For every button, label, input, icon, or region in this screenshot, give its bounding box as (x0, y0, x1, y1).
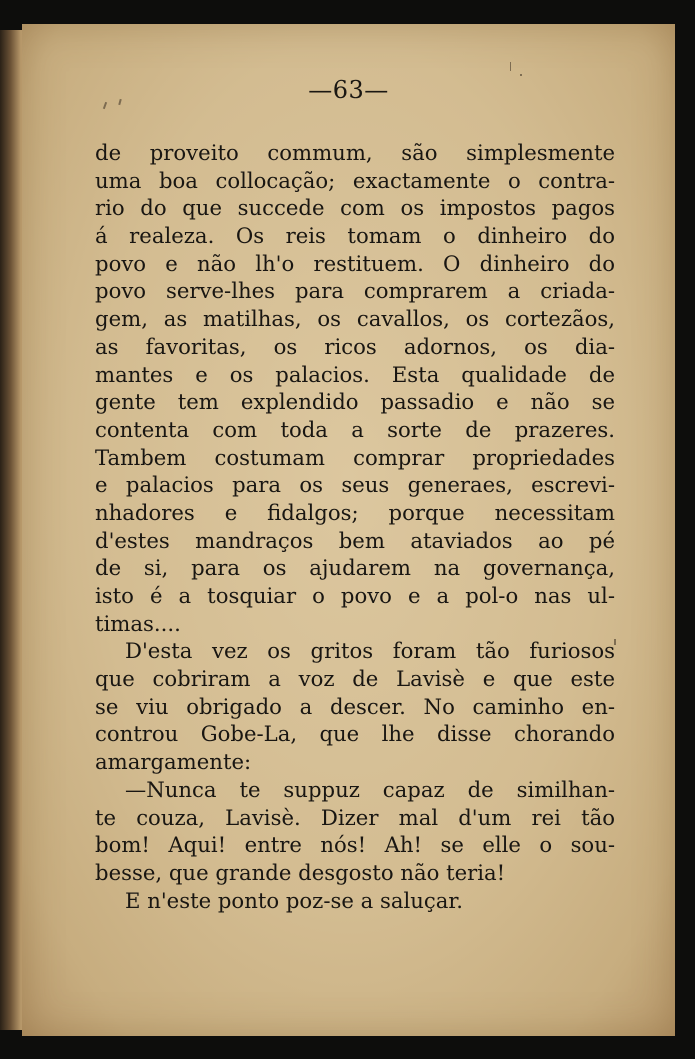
text-line: gem, as matilhas, os cavallos, os cortezãos, (95, 306, 615, 332)
page-number: —63— (308, 76, 389, 104)
text-line: besse, que grande desgosto não teria! (95, 859, 506, 885)
text-line: controu Gobe-La, que lhe disse chorando (95, 721, 615, 747)
text-line: povo e não lh'o restituem. O dinheiro do (95, 250, 615, 276)
text-line: á realeza. Os reis tomam o dinheiro do (95, 223, 615, 249)
book-page (22, 24, 675, 1036)
text-line: de proveito commum, são simplesmente (95, 140, 615, 165)
text-line: D'esta vez os gritos foram tão furiosos (125, 638, 615, 664)
text-line: timas.... (95, 610, 181, 636)
text-line: d'estes mandraços bem ataviados ao pé (95, 527, 615, 553)
text-line: que cobriram a voz de Lavisè e que este (95, 666, 615, 692)
body-text (95, 139, 615, 914)
text-line: de si, para os ajudarem na governança, (95, 555, 615, 581)
text-line: uma boa collocação; exactamente o contra- (95, 167, 615, 193)
text-line: nhadores e fidalgos; porque necessitam (95, 499, 615, 525)
text-line: mantes e os palacios. Esta qualidade de (95, 361, 615, 387)
text-line: as favoritas, os ricos adornos, os dia- (95, 333, 615, 359)
paper-speck (103, 102, 107, 109)
text-line: E n'este ponto poz-se a saluçar. (125, 887, 463, 913)
text-line: bom! Aqui! entre nós! Ah! se elle o sou- (95, 832, 615, 858)
text-line: Tambem costumam comprar propriedades (95, 444, 615, 470)
text-line: gente tem explendido passadio e não se (95, 389, 615, 415)
text-line: —Nunca te suppuz capaz de similhan- (125, 776, 615, 802)
text-line: amargamente: (95, 749, 252, 775)
text-line: povo serve-lhes para comprarem a criada- (95, 278, 615, 304)
text-line: isto é a tosquiar o povo e a pol-o nas ul- (95, 583, 615, 608)
text-line: rio do que succede com os impostos pagos (95, 195, 615, 221)
text-line: contenta com toda a sorte de prazeres. (95, 416, 615, 442)
paper-speck (520, 74, 522, 76)
text-line: se viu obrigado a descer. No caminho en- (95, 693, 615, 719)
text-line: te couza, Lavisè. Dizer mal d'um rei tão (95, 804, 615, 830)
paper-speck (510, 62, 511, 71)
text-line: e palacios para os seus generaes, escrevi- (95, 472, 615, 498)
